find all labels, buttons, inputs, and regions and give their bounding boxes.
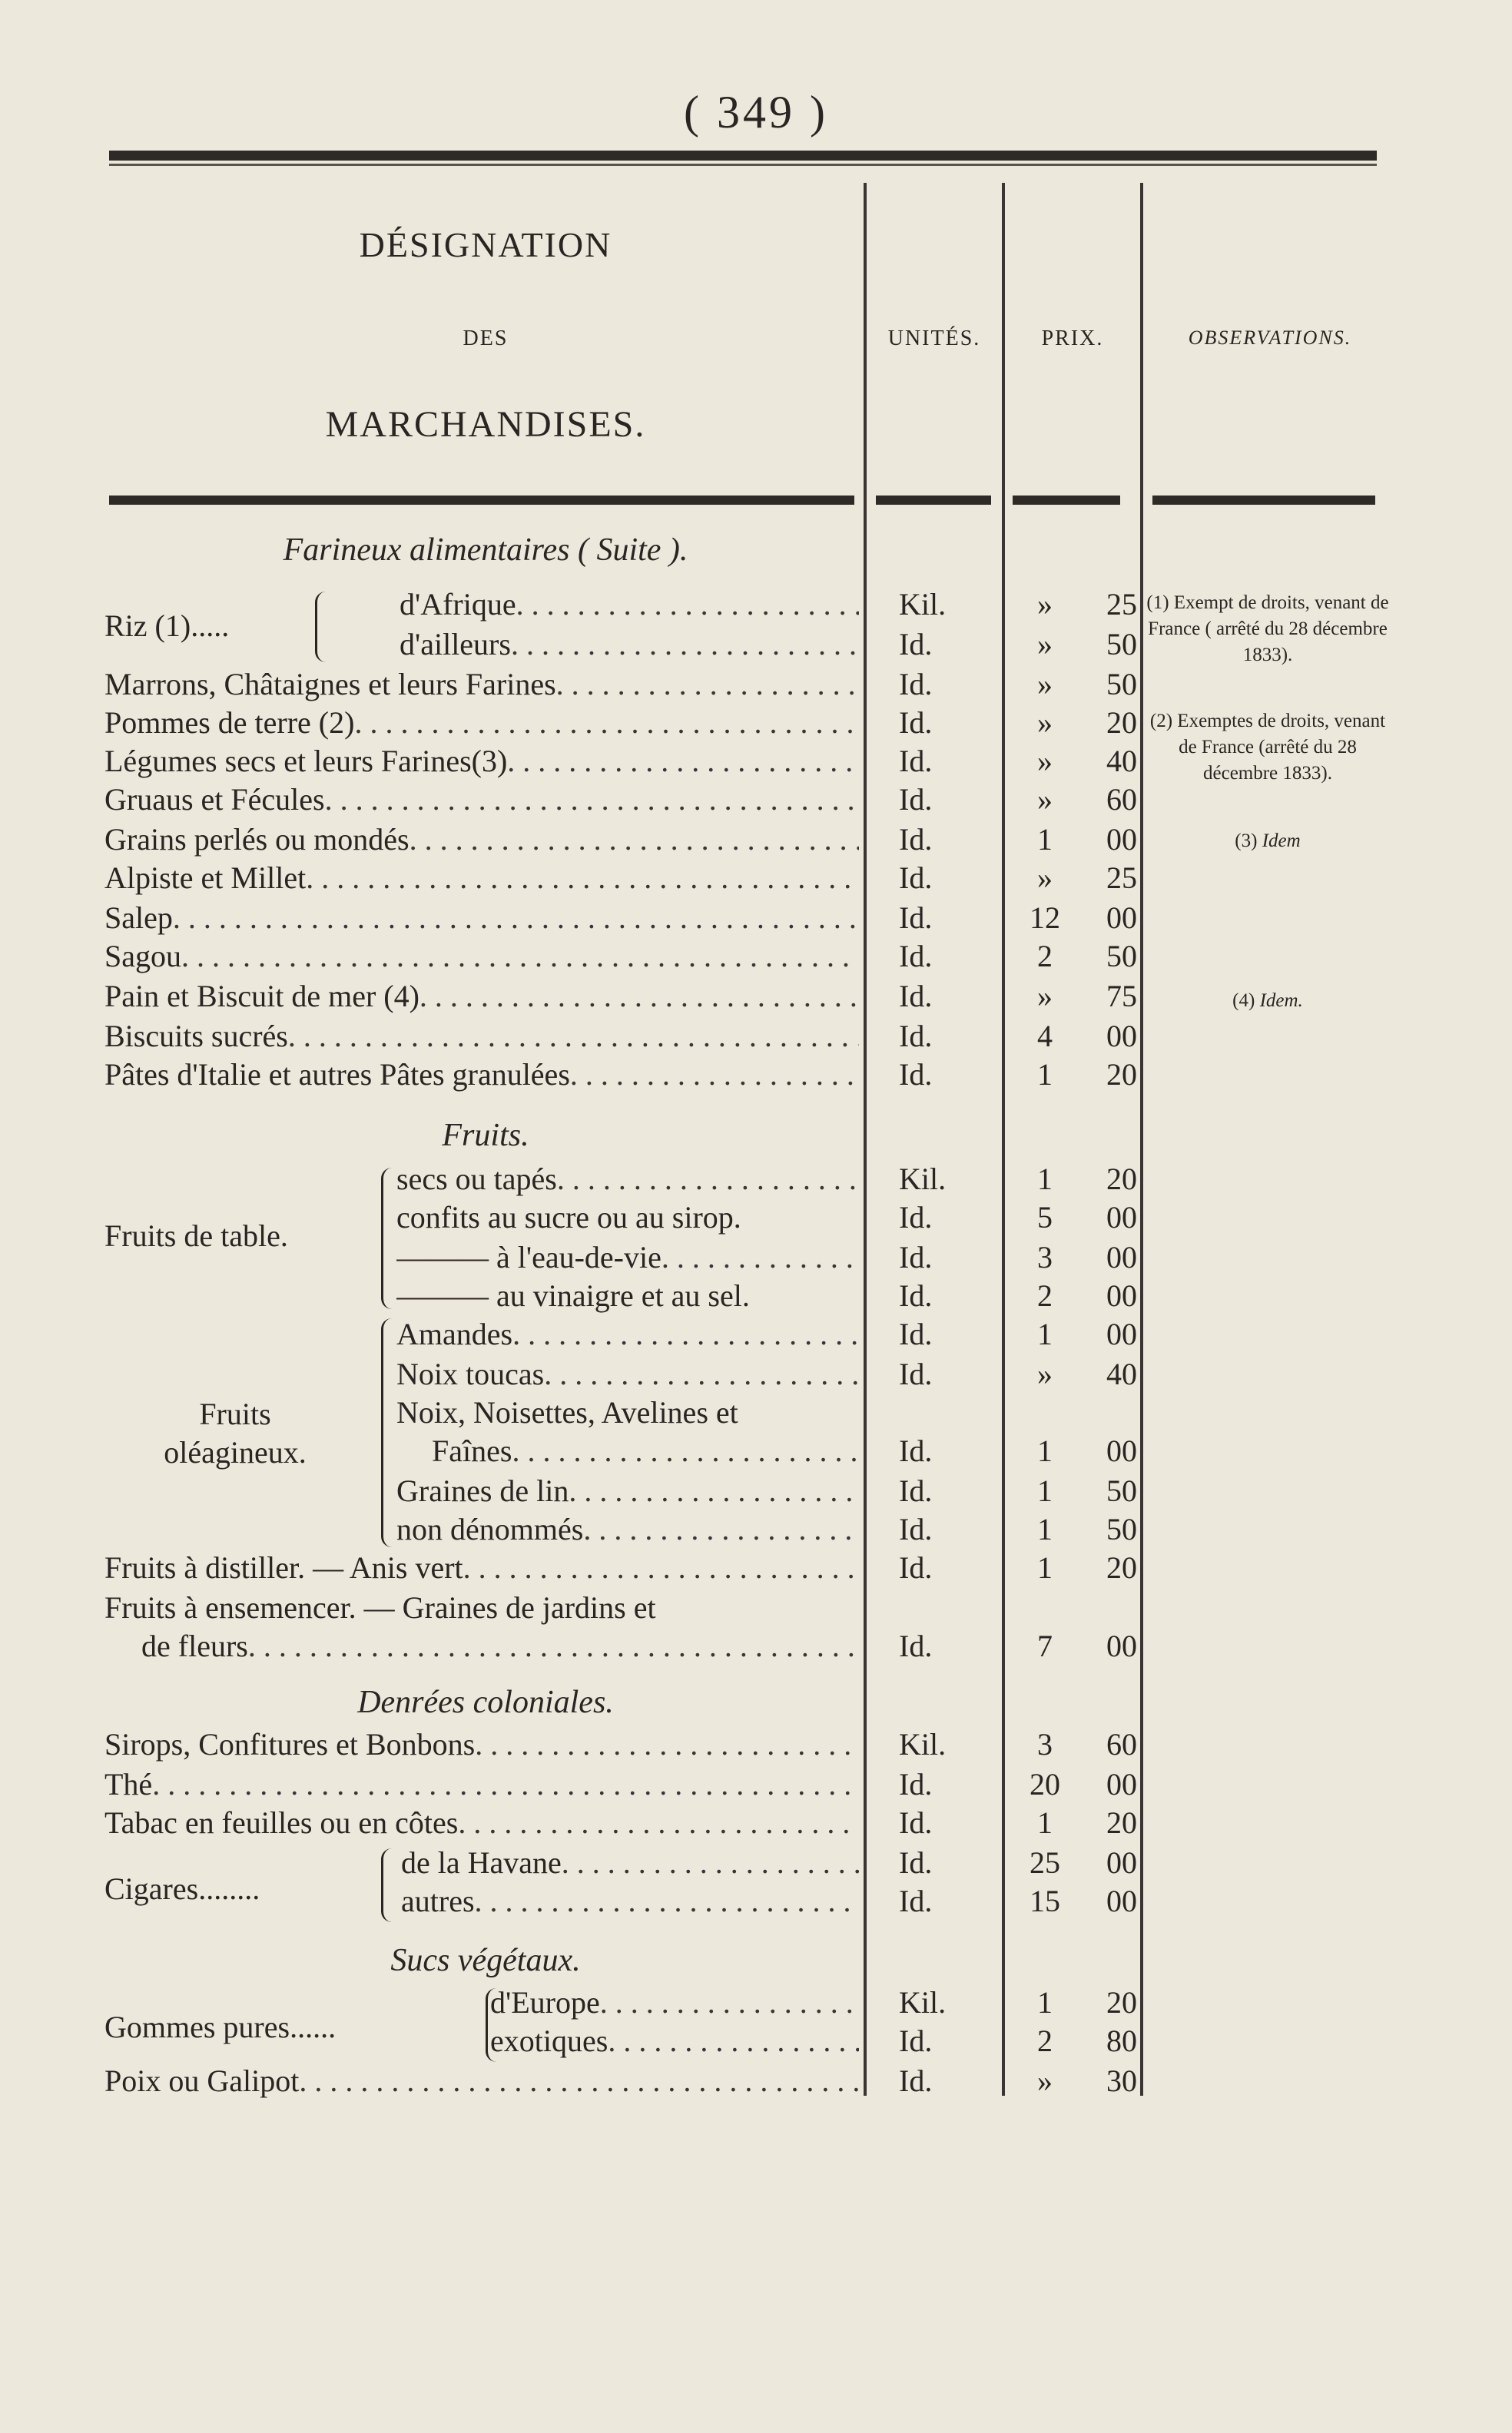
dot-leader <box>248 1629 859 1664</box>
table-row <box>0 1805 1152 1841</box>
row-label: Sagou <box>104 939 181 973</box>
row-label: Alpiste et Millet <box>104 860 307 895</box>
row-unit: Id. <box>899 705 933 740</box>
dot-leader <box>306 860 859 896</box>
dot-leader <box>516 587 859 622</box>
header-bar-prix <box>1013 496 1120 505</box>
dot-leader <box>583 1512 859 1547</box>
row-price-centimes: 40 <box>1106 1357 1137 1391</box>
observation-note-4-text: Idem. <box>1259 990 1303 1011</box>
row-price-centimes: 00 <box>1106 900 1137 935</box>
table-row <box>0 1317 1152 1352</box>
table-row <box>0 782 1152 817</box>
row-price-francs: 1 <box>1037 1473 1053 1508</box>
row-description <box>104 1019 859 1054</box>
row-label: d'Europe <box>490 1985 600 2020</box>
row-price-centimes: 20 <box>1106 1985 1137 2020</box>
table-row <box>0 705 1152 741</box>
row-price-centimes: 25 <box>1106 587 1137 622</box>
row-description <box>104 900 859 936</box>
row-description <box>396 1395 859 1430</box>
group-label-gommes: Gommes pures...... <box>104 2010 337 2044</box>
dot-leader <box>458 1805 859 1841</box>
table-row <box>0 1884 1152 1919</box>
row-description <box>396 1317 859 1352</box>
row-price-francs: 1 <box>1037 822 1053 857</box>
section-denrees: Denrées coloniales. <box>357 1685 614 1720</box>
row-price-centimes: 20 <box>1106 705 1137 740</box>
dot-leader <box>173 900 859 936</box>
table-row <box>0 1512 1152 1547</box>
row-unit: Id. <box>899 1805 933 1840</box>
row-label: Fruits à ensemencer. — Graines de jardins et <box>104 1590 656 1625</box>
row-unit: Id. <box>899 1767 933 1802</box>
row-description <box>104 744 859 779</box>
row-description <box>396 1512 859 1547</box>
dot-leader <box>600 1985 859 2020</box>
row-price-centimes: 00 <box>1106 1845 1137 1880</box>
observation-note-4-number: (4) <box>1232 990 1255 1011</box>
table-row <box>0 979 1152 1014</box>
table-row <box>0 1727 1152 1762</box>
row-label: Grains perlés ou mondés <box>104 822 410 857</box>
row-unit: Id. <box>899 1278 933 1313</box>
row-description <box>104 1805 859 1841</box>
row-unit: Id. <box>899 1550 933 1585</box>
row-description <box>104 822 859 857</box>
row-price-centimes: 00 <box>1106 1019 1137 1053</box>
dot-leader <box>569 1473 859 1509</box>
row-label: Poix ou Galipot <box>104 2063 300 2098</box>
dot-leader <box>419 979 859 1014</box>
row-unit: Id. <box>899 744 933 778</box>
row-price-francs: 5 <box>1037 1200 1053 1235</box>
row-unit: Id. <box>899 979 933 1013</box>
group-label-cigares: Cigares........ <box>104 1871 260 1906</box>
row-price-francs: » <box>1037 744 1053 778</box>
row-description <box>400 627 859 662</box>
dot-leader <box>299 2063 859 2099</box>
dot-leader <box>475 1884 859 1919</box>
dot-leader <box>511 627 859 662</box>
group-label-fruits-oleagineux-2: oléagineux. <box>164 1435 307 1470</box>
section-fruits: Fruits. <box>442 1118 529 1153</box>
row-label: Pâtes d'Italie et autres Pâtes granulées <box>104 1057 570 1092</box>
row-label: de la Havane <box>401 1845 562 1880</box>
dot-leader <box>557 1162 859 1197</box>
dot-leader <box>570 1057 859 1092</box>
table-row <box>0 1278 1152 1314</box>
row-unit: Id. <box>899 782 933 817</box>
row-description <box>396 1473 859 1509</box>
row-price-francs: 15 <box>1030 1884 1060 1918</box>
row-price-centimes: 20 <box>1106 1162 1137 1196</box>
row-description <box>396 1162 859 1197</box>
row-price-centimes: 00 <box>1106 1278 1137 1313</box>
row-description <box>104 705 859 741</box>
row-label: Noix, Noisettes, Avelines et <box>396 1395 738 1430</box>
table-row <box>0 822 1152 857</box>
row-unit: Id. <box>899 1512 933 1546</box>
row-description <box>401 1884 859 1919</box>
row-label: Légumes secs et leurs Farines(3) <box>104 744 508 778</box>
table-row <box>0 2063 1152 2099</box>
row-price-centimes: 80 <box>1106 2024 1137 2058</box>
row-price-francs: 1 <box>1037 1985 1053 2020</box>
row-description <box>396 1278 859 1314</box>
row-description <box>104 1767 859 1802</box>
row-price-francs: 1 <box>1037 1317 1053 1351</box>
table-row <box>0 1985 1152 2020</box>
table-row <box>0 1395 1152 1430</box>
table-row <box>0 1057 1152 1092</box>
row-description <box>396 1357 859 1392</box>
row-price-centimes: 00 <box>1106 1434 1137 1468</box>
dot-leader <box>354 705 859 741</box>
row-unit: Id. <box>899 860 933 895</box>
row-description <box>432 1434 859 1469</box>
row-price-centimes: 20 <box>1106 1550 1137 1585</box>
row-description <box>104 1550 859 1586</box>
header-unites: UNITÉS. <box>887 326 981 350</box>
row-description <box>400 587 859 622</box>
header-designation: DÉSIGNATION <box>359 225 612 264</box>
table-row <box>0 1550 1152 1586</box>
row-label: Noix toucas <box>396 1357 545 1391</box>
row-unit: Id. <box>899 2063 933 2098</box>
row-price-centimes: 20 <box>1106 1805 1137 1840</box>
row-price-centimes: 00 <box>1106 1240 1137 1275</box>
row-price-centimes: 60 <box>1106 782 1137 817</box>
row-description <box>490 1985 859 2020</box>
dot-leader <box>475 1727 859 1762</box>
row-description <box>104 667 859 702</box>
row-description <box>141 1629 859 1664</box>
row-label: Thé <box>104 1767 153 1802</box>
row-price-centimes: 60 <box>1106 1727 1137 1762</box>
group-label-riz: Riz (1)..... <box>104 608 230 643</box>
section-sucs: Sucs végétaux. <box>390 1943 581 1978</box>
row-price-francs: 12 <box>1030 900 1060 935</box>
row-label: Gruaus et Fécules <box>104 782 325 817</box>
row-price-centimes: 50 <box>1106 627 1137 661</box>
row-unit: Id. <box>899 1473 933 1508</box>
table-row <box>0 1357 1152 1392</box>
observation-note-3 <box>1145 828 1391 854</box>
row-price-francs: 7 <box>1037 1629 1053 1663</box>
row-price-francs: 3 <box>1037 1240 1053 1275</box>
row-description <box>104 2063 859 2099</box>
row-price-centimes: 50 <box>1106 939 1137 973</box>
table-row <box>0 744 1152 779</box>
row-price-francs: » <box>1037 627 1053 661</box>
row-price-centimes: 50 <box>1106 667 1137 701</box>
row-price-francs: » <box>1037 2063 1053 2098</box>
header-marchandises: MARCHANDISES. <box>325 404 646 445</box>
row-description <box>401 1845 859 1881</box>
row-unit: Id. <box>899 1057 933 1092</box>
row-price-centimes: 00 <box>1106 1884 1137 1918</box>
row-price-centimes: 75 <box>1106 979 1137 1013</box>
row-label: Graines de lin <box>396 1473 569 1508</box>
row-label: secs ou tapés <box>396 1162 557 1196</box>
row-description <box>396 1240 859 1275</box>
page-number: ( 349 ) <box>684 87 828 138</box>
row-description <box>104 1727 859 1762</box>
row-unit: Id. <box>899 1019 933 1053</box>
dot-leader <box>608 2024 859 2059</box>
row-price-centimes: 25 <box>1106 860 1137 895</box>
row-price-francs: 2 <box>1037 2024 1053 2058</box>
group-label-fruits-table: Fruits de table. <box>104 1218 288 1253</box>
row-price-centimes: 00 <box>1106 1317 1137 1351</box>
row-unit: Kil. <box>899 1727 947 1762</box>
observation-note-4 <box>1145 988 1391 1014</box>
row-label: ——— à l'eau-de-vie <box>396 1240 662 1275</box>
table-row <box>0 1434 1152 1469</box>
row-label: Pommes de terre (2) <box>104 705 355 740</box>
row-price-francs: 20 <box>1030 1767 1060 1802</box>
row-price-centimes: 00 <box>1106 1200 1137 1235</box>
row-label: ——— au vinaigre et au sel. <box>396 1278 750 1313</box>
top-rule <box>109 151 1377 161</box>
row-label: Sirops, Confitures et Bonbons <box>104 1727 476 1762</box>
row-unit: Id. <box>899 1845 933 1880</box>
table-row <box>0 1162 1152 1197</box>
row-unit: Id. <box>899 1434 933 1468</box>
row-price-centimes: 30 <box>1106 2063 1137 2098</box>
row-description <box>490 2024 859 2059</box>
row-label: autres <box>401 1884 475 1918</box>
row-unit: Id. <box>899 1629 933 1663</box>
row-label: Salep <box>104 900 173 935</box>
dot-leader <box>325 782 859 817</box>
row-unit: Id. <box>899 939 933 973</box>
table-row <box>0 1590 1152 1626</box>
top-rule-thin <box>109 164 1377 166</box>
dot-leader <box>463 1550 859 1586</box>
row-price-francs: 1 <box>1037 1162 1053 1196</box>
row-description <box>104 782 859 817</box>
row-unit: Id. <box>899 900 933 935</box>
row-price-francs: 1 <box>1037 1550 1053 1585</box>
table-row <box>0 900 1152 936</box>
row-price-francs: » <box>1037 1357 1053 1391</box>
table-row <box>0 1629 1152 1664</box>
row-price-francs: 4 <box>1037 1019 1053 1053</box>
group-label-fruits-oleagineux-1: Fruits <box>199 1397 271 1431</box>
row-label: exotiques <box>490 2024 608 2058</box>
row-unit: Id. <box>899 1200 933 1235</box>
row-price-francs: » <box>1037 667 1053 701</box>
table-row <box>0 939 1152 974</box>
row-price-centimes: 20 <box>1106 1057 1137 1092</box>
row-label: Faînes <box>432 1434 512 1468</box>
dot-leader <box>544 1357 859 1392</box>
row-description <box>104 979 859 1014</box>
row-label: Pain et Biscuit de mer (4) <box>104 979 419 1013</box>
table-row <box>0 1019 1152 1054</box>
table-row <box>0 860 1152 896</box>
table-row <box>0 1240 1152 1275</box>
row-price-centimes: 50 <box>1106 1512 1137 1546</box>
row-price-francs: 1 <box>1037 1805 1053 1840</box>
row-price-centimes: 50 <box>1106 1473 1137 1508</box>
observation-note-2: (2) Exemptes de droits, venant de France (arrêté du 28 décembre 1833). <box>1149 711 1386 784</box>
row-unit: Id. <box>899 1317 933 1351</box>
row-unit: Kil. <box>899 587 947 622</box>
row-price-centimes: 00 <box>1106 1629 1137 1663</box>
dot-leader <box>507 744 859 779</box>
row-price-centimes: 40 <box>1106 744 1137 778</box>
row-price-francs: 2 <box>1037 939 1053 973</box>
row-price-francs: 2 <box>1037 1278 1053 1313</box>
row-unit: Id. <box>899 1240 933 1275</box>
table-row <box>0 1767 1152 1802</box>
row-label: d'Afrique <box>400 587 516 622</box>
header-prix: PRIX. <box>1041 326 1104 350</box>
row-label: Marrons, Châtaignes et leurs Farines <box>104 667 556 701</box>
row-unit: Kil. <box>899 1985 947 2020</box>
row-unit: Kil. <box>899 1162 947 1196</box>
row-price-francs: 1 <box>1037 1057 1053 1092</box>
row-label: d'ailleurs <box>400 627 511 661</box>
row-unit: Id. <box>899 667 933 701</box>
row-price-centimes: 00 <box>1106 1767 1137 1802</box>
table-row <box>0 2024 1152 2059</box>
row-price-francs: 1 <box>1037 1434 1053 1468</box>
row-price-francs: » <box>1037 705 1053 740</box>
dot-leader <box>562 1845 859 1881</box>
row-price-francs: 1 <box>1037 1512 1053 1546</box>
dot-leader <box>410 822 859 857</box>
row-description <box>104 1590 859 1626</box>
header-bar-observations <box>1152 496 1375 505</box>
section-farineux: Farineux alimentaires ( Suite ). <box>283 532 688 568</box>
row-price-francs: 25 <box>1030 1845 1060 1880</box>
row-label: confits au sucre ou au sirop. <box>396 1200 741 1235</box>
header-bar-designation <box>109 496 854 505</box>
table-row <box>0 667 1152 702</box>
observation-note-3-number: (3) <box>1235 830 1258 851</box>
row-description <box>104 860 859 896</box>
observation-note-3-text: Idem <box>1262 830 1301 851</box>
row-label: Fruits à distiller. — Anis vert <box>104 1550 463 1585</box>
dot-leader <box>662 1240 859 1275</box>
row-label: non dénommés <box>396 1512 584 1546</box>
dot-leader <box>512 1434 859 1469</box>
header-bar-unites <box>876 496 991 505</box>
row-unit: Id. <box>899 1357 933 1391</box>
row-unit: Id. <box>899 2024 933 2058</box>
dot-leader <box>152 1767 859 1802</box>
row-unit: Id. <box>899 1884 933 1918</box>
row-price-francs: » <box>1037 782 1053 817</box>
row-price-francs: 3 <box>1037 1727 1053 1762</box>
row-unit: Id. <box>899 627 933 661</box>
row-label: Tabac en feuilles ou en côtes <box>104 1805 459 1840</box>
row-price-francs: » <box>1037 979 1053 1013</box>
table-row <box>0 1473 1152 1509</box>
dot-leader <box>288 1019 859 1054</box>
header-observations: OBSERVATIONS. <box>1188 326 1352 349</box>
row-price-centimes: 00 <box>1106 822 1137 857</box>
row-label: Biscuits sucrés <box>104 1019 288 1053</box>
table-row <box>0 1200 1152 1235</box>
table-row <box>0 587 1152 622</box>
row-description <box>396 1200 859 1235</box>
table-row <box>0 627 1152 662</box>
dot-leader <box>181 939 859 974</box>
row-label: Amandes <box>396 1317 513 1351</box>
row-label: de fleurs <box>141 1629 248 1663</box>
row-unit: Id. <box>899 822 933 857</box>
row-price-francs: » <box>1037 860 1053 895</box>
dot-leader <box>556 667 859 702</box>
observation-note-1: (1) Exempt de droits, venant de France ( arrêté du 28 décembre 1833). <box>1146 592 1389 665</box>
table-row <box>0 1845 1152 1881</box>
dot-leader <box>512 1317 859 1352</box>
row-description <box>104 939 859 974</box>
row-price-francs: » <box>1037 587 1053 622</box>
header-des: DES <box>463 326 509 350</box>
row-description <box>104 1057 859 1092</box>
